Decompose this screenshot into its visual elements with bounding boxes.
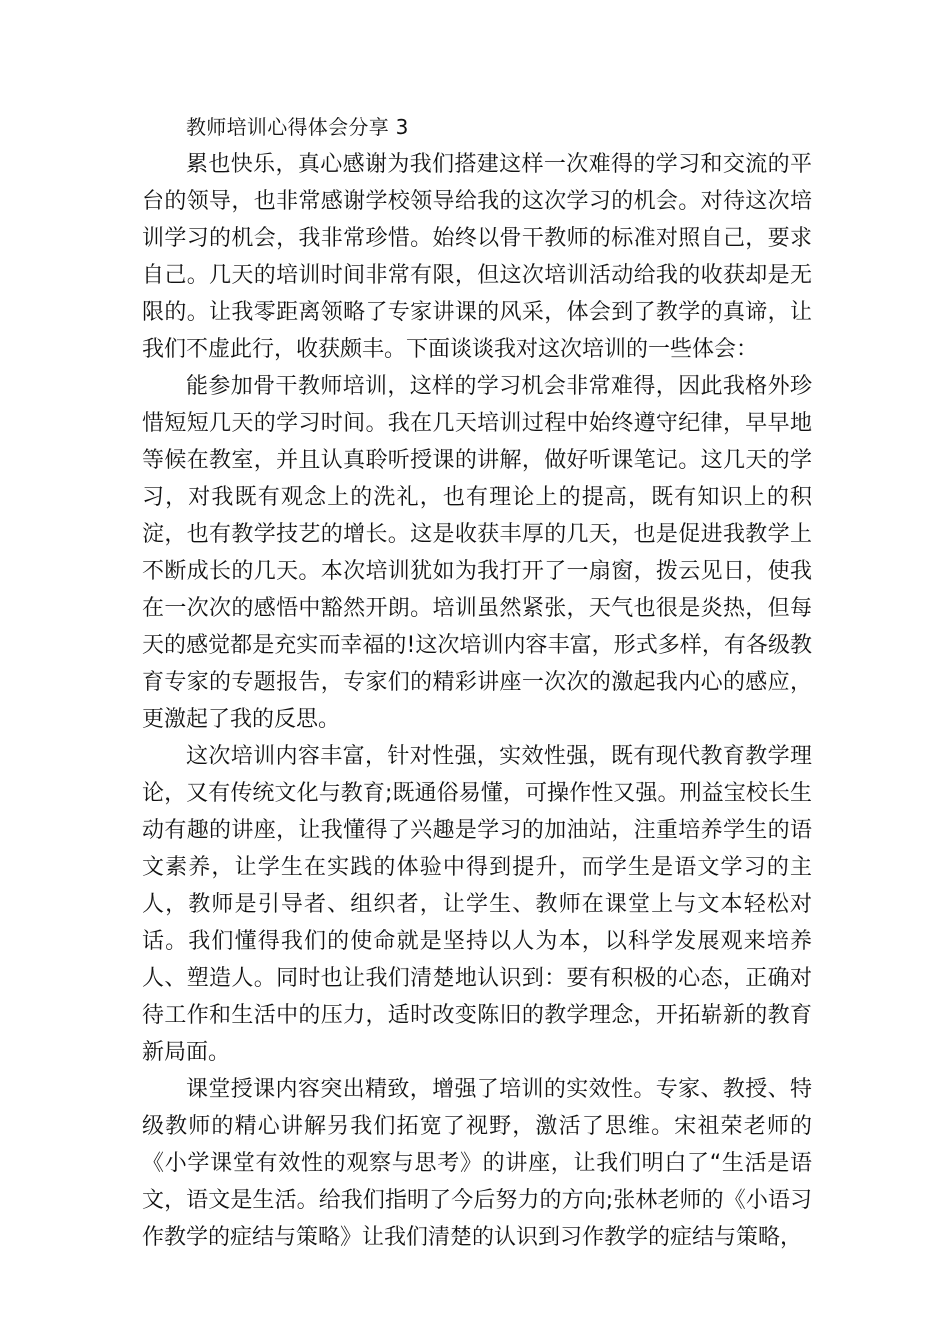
paragraph-4: 课堂授课内容突出精致，增强了培训的实效性。专家、教授、特级教师的精心讲解另我们拓宽了视野，激活了思维。宋祖荣老师的《小学课堂有效性的观察与思考》的讲座，让我们明白了“生活是语文，语文是生活。给我们指明了今后努力的方向;张林老师的《小语习作教学的症结与策略》让我们清楚的认识到习作教学的症结与策略， [142,1077,812,1250]
document-title: 教师培训心得体会分享 3 [186,115,409,139]
paragraph-1: 累也快乐，真心感谢为我们搭建这样一次难得的学习和交流的平台的领导，也非常感谢学校领导给我的这次学习的机会。对待这次培训学习的机会，我非常珍惜。始终以骨干教师的标准对照自己，要求自己。几天的培训时间非常有限，但这次培训活动给我的收获却是无限的。让我零距离领略了专家讲课的风采，体会到了教学的真谛，让我们不虚此行，收获颇丰。下面谈谈我对这次培训的一些体会： [142,152,812,362]
document-body [142,146,812,1256]
paragraph-3: 这次培训内容丰富，针对性强，实效性强，既有现代教育教学理论，又有传统文化与教育;既通俗易懂，可操作性又强。刑益宝校长生动有趣的讲座，让我懂得了兴趣是学习的加油站，注重培养学生的语文素养，让学生在实践的体验中得到提升，而学生是语文学习的主人，教师是引导者、组织者，让学生、教师在课堂上与文本轻松对话。我们懂得我们的使命就是坚持以人为本，以科学发展观来培养人、塑造人。同时也让我们清楚地认识到：要有积极的心态，正确对待工作和生活中的压力，适时改变陈旧的教学理念，开拓崭新的教育新局面。 [142,744,812,1065]
paragraph-2: 能参加骨干教师培训，这样的学习机会非常难得，因此我格外珍惜短短几天的学习时间。我在几天培训过程中始终遵守纪律，早早地等候在教室，并且认真聆听授课的讲解，做好听课笔记。这几天的学习，对我既有观念上的洗礼，也有理论上的提高，既有知识上的积淀，也有教学技艺的增长。这是收获丰厚的几天，也是促进我教学上不断成长的几天。本次培训犹如为我打开了一扇窗，拨云见日，使我在一次次的感悟中豁然开朗。培训虽然紧张，天气也很是炎热，但每天的感觉都是充实而幸福的!这次培训内容丰富，形式多样，有各级教育专家的专题报告，专家们的精彩讲座一次次的激起我内心的感应，更激起了我的反思。 [142,374,812,732]
